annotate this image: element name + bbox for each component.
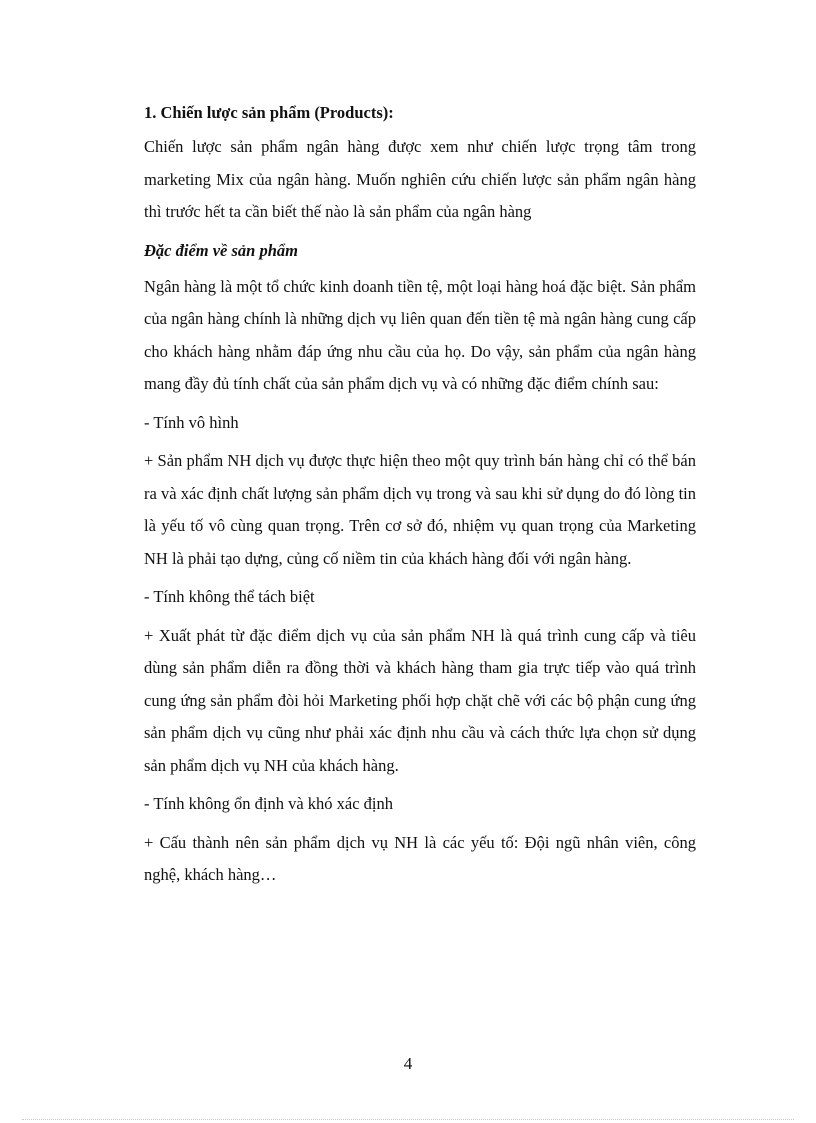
page-number: 4 — [403, 1054, 413, 1073]
item-title-inseparability: - Tính không thể tách biệt — [144, 587, 315, 606]
item-title-variability: - Tính không ổn định và khó xác định — [144, 794, 393, 813]
page-bottom-divider — [22, 1119, 794, 1120]
item-detail-variability: + Cấu thành nên sản phẩm dịch vụ NH là các yếu tố: Đội ngũ nhân viên, công nghệ, khách hàng… — [144, 832, 696, 884]
section-heading: 1. Chiến lược sản phẩm (Products): — [144, 103, 394, 122]
item-detail-inseparability: + Xuất phát từ đặc điểm dịch vụ của sản phẩm NH là quá trình cung cấp và tiêu dùng sản phẩm diễn ra đồng thời và khách hàng tham gia trực tiếp vào quá trình cung ứng sản phẩm đòi hỏi Marketing phối hợp chặt chẽ với các bộ phận cung ứng sản phẩm dịch vụ cũng như phải xác định nhu cầu và cách thức lựa chọn sử dụng sản phẩm dịch vụ NH của khách hàng. — [144, 625, 696, 775]
page-content — [144, 97, 696, 896]
intro-paragraph: Chiến lược sản phẩm ngân hàng được xem như chiến lược trọng tâm trong marketing Mix của ngân hàng. Muốn nghiên cứu chiến lược sản phẩm ngân hàng thì trước hết ta cần biết thế nào là sản phẩm của ngân hàng — [144, 137, 696, 221]
subsection-heading: Đặc điểm về sản phẩm — [144, 240, 298, 260]
item-title-intangibility: - Tính vô hình — [144, 412, 239, 432]
item-detail-intangibility: + Sản phẩm NH dịch vụ được thực hiện theo một quy trình bán hàng chỉ có thể bán ra và xác định chất lượng sản phẩm dịch vụ trong và sau khi sử dụng do đó lòng tin là yếu tố vô cùng quan trọng. Trên cơ sở đó, nhiệm vụ quan trọng của Marketing NH là phải tạo dựng, củng cố niềm tin của khách hàng đối với ngân hàng. — [144, 451, 696, 568]
overview-paragraph: Ngân hàng là một tổ chức kinh doanh tiền tệ, một loại hàng hoá đặc biệt. Sản phẩm của ngân hàng chính là những dịch vụ liên quan đến tiền tệ mà ngân hàng cung cấp cho khách hàng nhằm đáp ứng nhu cầu của họ. Do vậy, sản phẩm của ngân hàng mang đầy đủ tính chất của sản phẩm dịch vụ và có những đặc điểm chính sau: — [144, 276, 696, 393]
